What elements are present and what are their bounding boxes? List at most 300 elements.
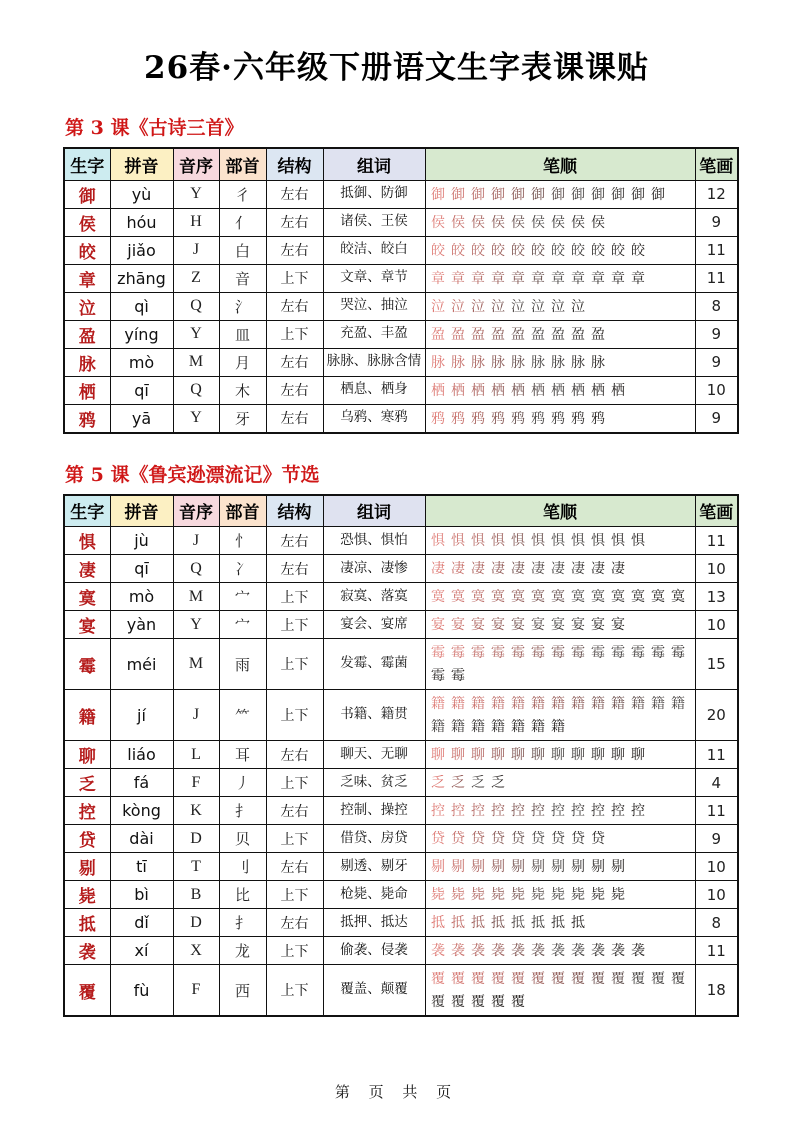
alphabetical-initial-cell: Q	[173, 555, 219, 583]
stroke-step-glyph: 籍	[511, 696, 525, 712]
stroke-step-glyph: 章	[531, 270, 545, 287]
table-row	[64, 264, 738, 292]
stroke-step-glyph: 覆	[491, 971, 505, 987]
character-cell: 皎	[64, 236, 110, 264]
stroke-step-glyph: 聊	[611, 747, 625, 763]
stroke-step-glyph: 覆	[671, 971, 685, 987]
character-cell: 籍	[64, 690, 110, 741]
stroke-step-glyph: 抵	[551, 915, 565, 931]
stroke-step-glyph: 霉	[671, 645, 685, 661]
stroke-step-glyph: 聊	[451, 747, 465, 763]
stroke-count-cell: 10	[695, 555, 738, 583]
word-group-cell: 凄凉、凄惨	[323, 555, 425, 583]
stroke-step-glyph: 籍	[571, 696, 585, 712]
stroke-step-glyph: 剔	[571, 859, 585, 875]
radical-cell: 彳	[219, 180, 266, 208]
column-header-structure: 结构	[266, 495, 323, 527]
stroke-step-glyph: 鸦	[571, 410, 585, 427]
stroke-step-glyph: 皎	[491, 242, 505, 259]
stroke-step-glyph: 覆	[651, 971, 665, 987]
character-cell: 侯	[64, 208, 110, 236]
stroke-step-glyph: 覆	[511, 971, 525, 987]
stroke-step-glyph: 惧	[591, 533, 605, 549]
stroke-step-glyph: 覆	[431, 971, 445, 987]
stroke-count-cell: 10	[695, 376, 738, 404]
stroke-step-glyph: 籍	[491, 696, 505, 712]
stroke-step-glyph: 剔	[531, 859, 545, 875]
stroke-step-glyph: 侯	[451, 214, 465, 231]
stroke-step-glyph: 控	[491, 803, 505, 819]
structure-cell: 左右	[266, 853, 323, 881]
stroke-step-glyph: 覆	[591, 971, 605, 987]
word-group-cell: 发霉、霉菌	[323, 639, 425, 690]
word-group-cell: 聊天、无聊	[323, 741, 425, 769]
stroke-step-glyph: 霉	[551, 645, 565, 661]
column-header-pinyin: 拼音	[110, 148, 173, 180]
stroke-step-glyph: 惧	[511, 533, 525, 549]
stroke-order-cell	[425, 376, 695, 404]
stroke-step-glyph: 惧	[431, 533, 445, 549]
radical-cell: 西	[219, 965, 266, 1017]
stroke-order-cell	[425, 404, 695, 433]
stroke-step-glyph: 脉	[511, 354, 525, 371]
stroke-step-glyph: 御	[631, 186, 645, 203]
stroke-step-glyph: 寞	[491, 589, 505, 605]
word-group-cell: 枪毙、毙命	[323, 881, 425, 909]
stroke-step-glyph: 盈	[451, 326, 465, 343]
pinyin-cell: yù	[110, 180, 173, 208]
radical-cell: 扌	[219, 909, 266, 937]
column-header-char: 生字	[64, 495, 110, 527]
alphabetical-initial-cell: H	[173, 208, 219, 236]
radical-cell: 亻	[219, 208, 266, 236]
stroke-step-glyph: 籍	[491, 719, 505, 735]
structure-cell: 上下	[266, 937, 323, 965]
stroke-step-glyph: 抵	[491, 915, 505, 931]
stroke-step-glyph: 泣	[451, 298, 465, 315]
stroke-count-cell: 11	[695, 236, 738, 264]
pinyin-cell: dǐ	[110, 909, 173, 937]
stroke-order-cell	[425, 825, 695, 853]
stroke-step-glyph: 宴	[591, 617, 605, 633]
stroke-step-glyph: 宴	[431, 617, 445, 633]
stroke-step-glyph: 袭	[631, 943, 645, 959]
stroke-step-glyph: 栖	[511, 382, 525, 399]
stroke-step-glyph: 章	[471, 270, 485, 287]
character-cell: 章	[64, 264, 110, 292]
stroke-step-glyph: 脉	[491, 354, 505, 371]
stroke-step-glyph: 毙	[611, 887, 625, 903]
stroke-step-glyph: 惧	[471, 533, 485, 549]
stroke-step-glyph: 泣	[431, 298, 445, 315]
header-row	[64, 495, 738, 527]
stroke-step-glyph: 贷	[431, 831, 445, 847]
stroke-step-glyph: 皎	[511, 242, 525, 259]
alphabetical-initial-cell: Q	[173, 292, 219, 320]
pinyin-cell: jiǎo	[110, 236, 173, 264]
stroke-step-glyph: 寞	[631, 589, 645, 605]
stroke-step-glyph: 盈	[591, 326, 605, 343]
stroke-step-glyph: 凄	[431, 561, 445, 577]
stroke-step-glyph: 霉	[611, 645, 625, 661]
stroke-step-glyph: 籍	[531, 696, 545, 712]
stroke-step-glyph: 惧	[551, 533, 565, 549]
pinyin-cell: kòng	[110, 797, 173, 825]
stroke-step-glyph: 鸦	[551, 410, 565, 427]
stroke-step-glyph: 侯	[571, 214, 585, 231]
stroke-step-glyph: 御	[511, 186, 525, 203]
word-group-cell: 诸侯、王侯	[323, 208, 425, 236]
stroke-step-glyph: 抵	[511, 915, 525, 931]
stroke-step-glyph: 盈	[511, 326, 525, 343]
stroke-step-glyph: 寞	[451, 589, 465, 605]
stroke-step-glyph: 泣	[511, 298, 525, 315]
stroke-step-glyph: 章	[631, 270, 645, 287]
stroke-step-glyph: 聊	[431, 747, 445, 763]
stroke-step-glyph: 寞	[591, 589, 605, 605]
stroke-step-glyph: 惧	[611, 533, 625, 549]
structure-cell: 上下	[266, 825, 323, 853]
stroke-step-glyph: 控	[511, 803, 525, 819]
stroke-step-glyph: 寞	[531, 589, 545, 605]
stroke-step-glyph: 袭	[491, 943, 505, 959]
stroke-step-glyph: 控	[591, 803, 605, 819]
stroke-step-glyph: 御	[431, 186, 445, 203]
character-cell: 鸦	[64, 404, 110, 433]
stroke-count-cell: 8	[695, 292, 738, 320]
table-row	[64, 965, 738, 1017]
character-cell: 剔	[64, 853, 110, 881]
stroke-step-glyph: 凄	[551, 561, 565, 577]
stroke-step-glyph: 袭	[591, 943, 605, 959]
stroke-step-glyph: 覆	[511, 994, 525, 1010]
stroke-step-glyph: 侯	[591, 214, 605, 231]
stroke-step-glyph: 皎	[431, 242, 445, 259]
stroke-order-cell	[425, 611, 695, 639]
stroke-step-glyph: 籍	[471, 719, 485, 735]
stroke-step-glyph: 覆	[471, 994, 485, 1010]
stroke-step-glyph: 聊	[591, 747, 605, 763]
stroke-step-glyph: 鸦	[531, 410, 545, 427]
stroke-step-glyph: 霉	[451, 668, 465, 684]
character-cell: 栖	[64, 376, 110, 404]
page-footer: 第 页 共 页	[334, 1083, 459, 1101]
stroke-step-glyph: 乏	[471, 775, 485, 791]
pinyin-cell: tī	[110, 853, 173, 881]
stroke-step-glyph: 剔	[551, 859, 565, 875]
stroke-step-glyph: 覆	[491, 994, 505, 1010]
structure-cell: 上下	[266, 320, 323, 348]
table-row	[64, 376, 738, 404]
stroke-step-glyph: 宴	[451, 617, 465, 633]
stroke-order-cell	[425, 937, 695, 965]
stroke-count-cell: 10	[695, 853, 738, 881]
stroke-order-cell	[425, 769, 695, 797]
stroke-step-glyph: 控	[471, 803, 485, 819]
stroke-step-glyph: 袭	[451, 943, 465, 959]
stroke-step-glyph: 章	[451, 270, 465, 287]
stroke-step-glyph: 御	[491, 186, 505, 203]
stroke-step-glyph: 寞	[431, 589, 445, 605]
alphabetical-initial-cell: J	[173, 527, 219, 555]
structure-cell: 左右	[266, 208, 323, 236]
stroke-step-glyph: 控	[631, 803, 645, 819]
stroke-count-cell: 11	[695, 937, 738, 965]
stroke-step-glyph: 泣	[471, 298, 485, 315]
alphabetical-initial-cell: M	[173, 583, 219, 611]
stroke-step-glyph: 皎	[551, 242, 565, 259]
word-group-cell: 覆盖、颠覆	[323, 965, 425, 1017]
stroke-step-glyph: 贷	[551, 831, 565, 847]
table-row	[64, 292, 738, 320]
table-row	[64, 639, 738, 690]
word-group-cell: 剔透、剔牙	[323, 853, 425, 881]
stroke-step-glyph: 御	[451, 186, 465, 203]
alphabetical-initial-cell: T	[173, 853, 219, 881]
stroke-step-glyph: 籍	[451, 696, 465, 712]
stroke-count-cell: 9	[695, 320, 738, 348]
stroke-step-glyph: 剔	[611, 859, 625, 875]
table-row	[64, 404, 738, 433]
stroke-count-cell: 10	[695, 611, 738, 639]
stroke-step-glyph: 寞	[471, 589, 485, 605]
stroke-step-glyph: 乏	[491, 775, 505, 791]
stroke-step-glyph: 御	[591, 186, 605, 203]
alphabetical-initial-cell: M	[173, 639, 219, 690]
stroke-step-glyph: 毙	[591, 887, 605, 903]
pinyin-cell: méi	[110, 639, 173, 690]
stroke-step-glyph: 惧	[531, 533, 545, 549]
pinyin-cell: liáo	[110, 741, 173, 769]
stroke-count-cell: 9	[695, 825, 738, 853]
stroke-count-cell: 11	[695, 797, 738, 825]
pinyin-cell: hóu	[110, 208, 173, 236]
alphabetical-initial-cell: Y	[173, 404, 219, 433]
stroke-step-glyph: 脉	[571, 354, 585, 371]
stroke-step-glyph: 剔	[511, 859, 525, 875]
stroke-count-cell: 11	[695, 741, 738, 769]
structure-cell: 左右	[266, 909, 323, 937]
stroke-step-glyph: 凄	[451, 561, 465, 577]
stroke-step-glyph: 栖	[491, 382, 505, 399]
stroke-step-glyph: 栖	[611, 382, 625, 399]
character-cell: 覆	[64, 965, 110, 1017]
stroke-step-glyph: 皎	[591, 242, 605, 259]
radical-cell: 比	[219, 881, 266, 909]
stroke-step-glyph: 泣	[531, 298, 545, 315]
radical-cell: 扌	[219, 797, 266, 825]
alphabetical-initial-cell: F	[173, 769, 219, 797]
character-cell: 脉	[64, 348, 110, 376]
section-heading-lesson3: 第 3 课《古诗三首》	[65, 117, 244, 139]
word-group-cell: 乌鸦、寒鸦	[323, 404, 425, 433]
radical-cell: 宀	[219, 611, 266, 639]
stroke-step-glyph: 鸦	[431, 410, 445, 427]
alphabetical-initial-cell: K	[173, 797, 219, 825]
stroke-step-glyph: 栖	[431, 382, 445, 399]
structure-cell: 左右	[266, 292, 323, 320]
stroke-step-glyph: 控	[451, 803, 465, 819]
column-header-initial: 音序	[173, 148, 219, 180]
stroke-step-glyph: 毙	[471, 887, 485, 903]
structure-cell: 左右	[266, 236, 323, 264]
character-cell: 抵	[64, 909, 110, 937]
radical-cell: 龙	[219, 937, 266, 965]
word-group-cell: 宴会、宴席	[323, 611, 425, 639]
stroke-order-cell	[425, 348, 695, 376]
alphabetical-initial-cell: L	[173, 741, 219, 769]
stroke-order-cell	[425, 909, 695, 937]
stroke-step-glyph: 寞	[551, 589, 565, 605]
vocab-table-lesson5	[63, 494, 739, 1018]
alphabetical-initial-cell: X	[173, 937, 219, 965]
stroke-step-glyph: 贷	[491, 831, 505, 847]
table-row	[64, 611, 738, 639]
pinyin-cell: qì	[110, 292, 173, 320]
radical-cell: 冫	[219, 555, 266, 583]
stroke-count-cell: 10	[695, 881, 738, 909]
radical-cell: 宀	[219, 583, 266, 611]
word-group-cell: 充盈、丰盈	[323, 320, 425, 348]
stroke-order-cell	[425, 180, 695, 208]
pinyin-cell: dài	[110, 825, 173, 853]
stroke-count-cell: 13	[695, 583, 738, 611]
stroke-step-glyph: 籍	[471, 696, 485, 712]
stroke-step-glyph: 泣	[551, 298, 565, 315]
structure-cell: 左右	[266, 797, 323, 825]
alphabetical-initial-cell: J	[173, 236, 219, 264]
stroke-step-glyph: 皎	[471, 242, 485, 259]
stroke-step-glyph: 宴	[531, 617, 545, 633]
stroke-step-glyph: 袭	[511, 943, 525, 959]
stroke-step-glyph: 栖	[471, 382, 485, 399]
stroke-step-glyph: 贷	[531, 831, 545, 847]
stroke-step-glyph: 惧	[491, 533, 505, 549]
word-group-cell: 书籍、籍贯	[323, 690, 425, 741]
stroke-step-glyph: 聊	[551, 747, 565, 763]
table-row	[64, 555, 738, 583]
stroke-step-glyph: 皎	[571, 242, 585, 259]
pinyin-cell: xí	[110, 937, 173, 965]
word-group-cell: 文章、章节	[323, 264, 425, 292]
stroke-step-glyph: 栖	[591, 382, 605, 399]
stroke-step-glyph: 宴	[571, 617, 585, 633]
stroke-step-glyph: 寞	[611, 589, 625, 605]
table-row	[64, 881, 738, 909]
page-title: 26春·六年级下册语文生字表课课贴	[144, 50, 649, 86]
word-group-cell: 脉脉、脉脉含情	[323, 348, 425, 376]
pinyin-cell: yíng	[110, 320, 173, 348]
word-group-cell: 栖息、栖身	[323, 376, 425, 404]
table-row	[64, 741, 738, 769]
stroke-step-glyph: 聊	[491, 747, 505, 763]
stroke-count-cell: 15	[695, 639, 738, 690]
character-cell: 盈	[64, 320, 110, 348]
stroke-step-glyph: 籍	[551, 696, 565, 712]
stroke-order-cell	[425, 583, 695, 611]
stroke-step-glyph: 凄	[471, 561, 485, 577]
character-cell: 贷	[64, 825, 110, 853]
stroke-step-glyph: 覆	[451, 971, 465, 987]
stroke-step-glyph: 籍	[551, 719, 565, 735]
column-header-structure: 结构	[266, 148, 323, 180]
stroke-step-glyph: 覆	[551, 971, 565, 987]
pinyin-cell: fá	[110, 769, 173, 797]
stroke-step-glyph: 霉	[571, 645, 585, 661]
stroke-step-glyph: 寞	[571, 589, 585, 605]
stroke-step-glyph: 章	[591, 270, 605, 287]
table-row	[64, 937, 738, 965]
stroke-step-glyph: 栖	[551, 382, 565, 399]
stroke-step-glyph: 覆	[431, 994, 445, 1010]
word-group-cell: 借贷、房贷	[323, 825, 425, 853]
pinyin-cell: fù	[110, 965, 173, 1017]
stroke-step-glyph: 章	[511, 270, 525, 287]
character-cell: 泣	[64, 292, 110, 320]
pinyin-cell: qī	[110, 376, 173, 404]
stroke-step-glyph: 抵	[431, 915, 445, 931]
stroke-step-glyph: 皎	[611, 242, 625, 259]
radical-cell: 月	[219, 348, 266, 376]
stroke-step-glyph: 剔	[451, 859, 465, 875]
table-row	[64, 853, 738, 881]
stroke-count-cell: 9	[695, 208, 738, 236]
stroke-step-glyph: 籍	[611, 696, 625, 712]
structure-cell: 上下	[266, 881, 323, 909]
radical-cell: 牙	[219, 404, 266, 433]
stroke-step-glyph: 贷	[571, 831, 585, 847]
structure-cell: 上下	[266, 690, 323, 741]
radical-cell: 忄	[219, 527, 266, 555]
stroke-order-cell	[425, 965, 695, 1017]
stroke-step-glyph: 盈	[491, 326, 505, 343]
stroke-step-glyph: 侯	[551, 214, 565, 231]
stroke-step-glyph: 控	[431, 803, 445, 819]
structure-cell: 上下	[266, 639, 323, 690]
column-header-pinyin: 拼音	[110, 495, 173, 527]
stroke-step-glyph: 袭	[611, 943, 625, 959]
stroke-step-glyph: 毙	[491, 887, 505, 903]
table-row	[64, 236, 738, 264]
stroke-step-glyph: 剔	[431, 859, 445, 875]
word-group-cell: 抵押、抵达	[323, 909, 425, 937]
table-row	[64, 208, 738, 236]
stroke-step-glyph: 霉	[431, 645, 445, 661]
vocab-table-lesson3	[63, 147, 739, 434]
stroke-order-cell	[425, 639, 695, 690]
pinyin-cell: jù	[110, 527, 173, 555]
stroke-step-glyph: 聊	[631, 747, 645, 763]
stroke-step-glyph: 脉	[471, 354, 485, 371]
stroke-step-glyph: 泣	[571, 298, 585, 315]
stroke-step-glyph: 剔	[491, 859, 505, 875]
stroke-step-glyph: 寞	[511, 589, 525, 605]
stroke-step-glyph: 惧	[451, 533, 465, 549]
character-cell: 御	[64, 180, 110, 208]
stroke-step-glyph: 脉	[551, 354, 565, 371]
stroke-step-glyph: 脉	[451, 354, 465, 371]
table-row	[64, 320, 738, 348]
stroke-step-glyph: 覆	[631, 971, 645, 987]
radical-cell: ⺮	[219, 690, 266, 741]
stroke-order-cell	[425, 527, 695, 555]
stroke-order-cell	[425, 236, 695, 264]
radical-cell: 贝	[219, 825, 266, 853]
alphabetical-initial-cell: D	[173, 825, 219, 853]
header-row	[64, 148, 738, 180]
stroke-count-cell: 4	[695, 769, 738, 797]
stroke-count-cell: 12	[695, 180, 738, 208]
